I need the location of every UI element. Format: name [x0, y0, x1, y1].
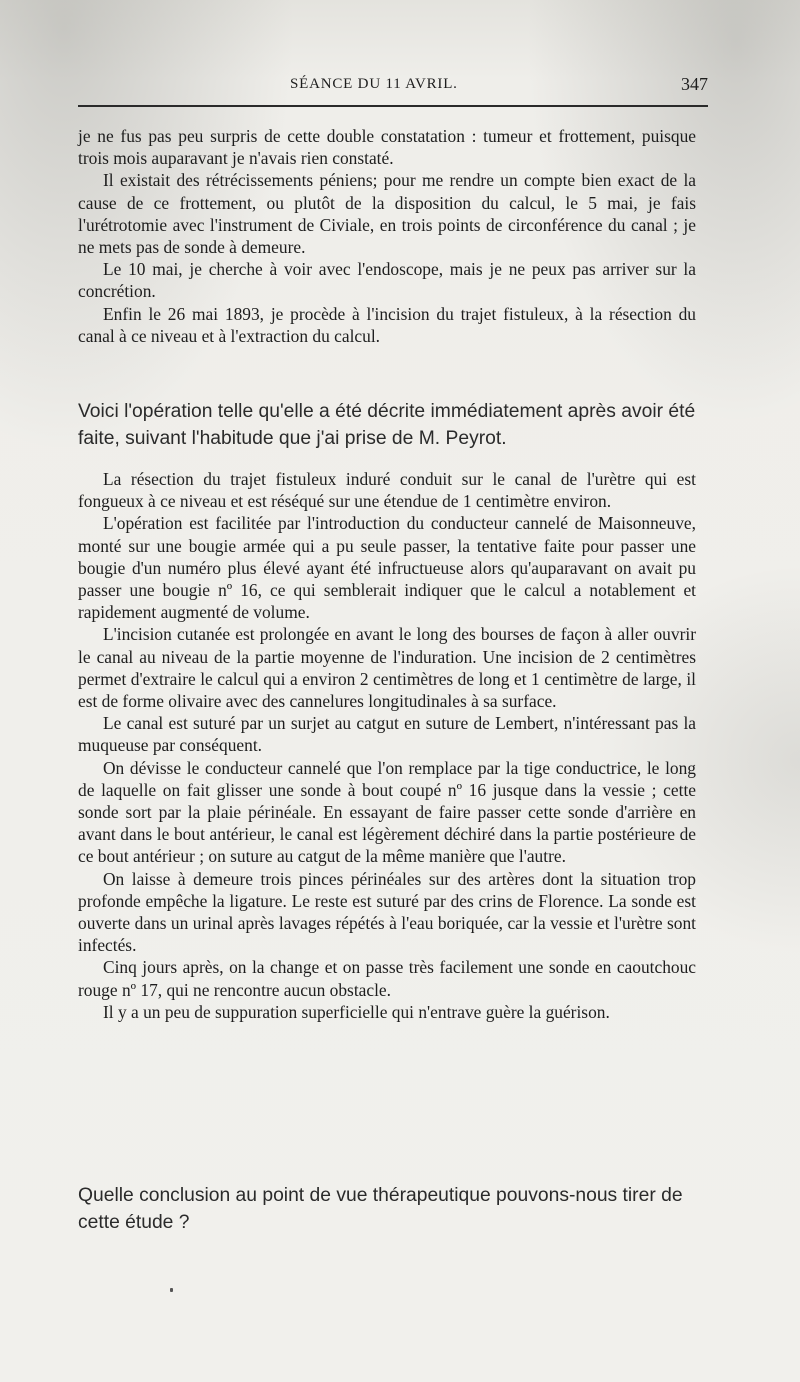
paragraph: Il y a un peu de suppuration superficielle qui n'entrave guère la guérison.	[103, 1001, 610, 1022]
header-rule	[78, 105, 708, 107]
paragraph: On dévisse le conducteur cannelé que l'on remplace par la tige conductrice, le long de laquelle on fait glisser une sonde à bout coupé nº 16 jusque dans la vessie ; cette sonde sort par la plaie périnéale. En essayant de faire passer cette sonde d'arrière en avant dans le bout antérieur, le canal est légèrement déchiré dans la partie postérieure de ce bout antérieur ; on suture au catgut de la même manière que l'autre.	[78, 757, 696, 867]
paragraph: On laisse à demeure trois pinces périnéales sur des artères dont la situation trop profonde empêche la ligature. Le reste est suturé par des crins de Florence. La sonde est ouverte dans un urinal après lavages répétés à l'eau boriquée, car la vessie et l'urètre sont infectés.	[78, 868, 696, 956]
page-number: 347	[681, 74, 708, 94]
paragraph: je ne fus pas peu surpris de cette double constatation : tumeur et frottement, puisque trois mois auparavant je n'avais rien constaté.	[78, 126, 696, 169]
paragraph: Enfin le 26 mai 1893, je procède à l'incision du trajet fistuleux, à la résection du canal à ce niveau et à l'extraction du calcul.	[78, 303, 696, 346]
paragraph: Le 10 mai, je cherche à voir avec l'endoscope, mais je ne peux pas arriver sur la concrétion.	[78, 259, 696, 302]
paragraph: L'incision cutanée est prolongée en avant le long des bourses de façon à aller ouvrir le canal au niveau de la partie moyenne de l'induration. Une incision de 2 centimètres permet d'extraire le calcul qui a environ 2 centimètres de long et 1 centimètre de large, il est de forme olivaire avec des cannelures longitudinales à sa surface.	[78, 624, 696, 712]
ink-speck	[170, 1288, 173, 1292]
running-head	[78, 72, 708, 102]
paragraph: Le canal est suturé par un surjet au catgut en suture de Lembert, n'intéressant pas la muqueuse par conséquent.	[78, 713, 696, 756]
typed-insert-conclusion-question: Quelle conclusion au point de vue thérapeutique pouvons-nous tirer de cette étude ?	[78, 1185, 683, 1233]
running-head-title: SÉANCE DU 11 AVRIL.	[290, 76, 458, 92]
printed-text-bottom	[78, 468, 696, 1023]
paragraph: La résection du trajet fistuleux induré conduit sur le canal de l'urètre qui est fongueux à ce niveau et est réséqué sur une étendue de 1 centimètre environ.	[78, 469, 696, 512]
printed-text-top	[78, 125, 696, 347]
paragraph: Cinq jours après, on la change et on passe très facilement une sonde en caoutchouc rouge nº 17, qui ne rencontre aucun obstacle.	[78, 957, 696, 1000]
paragraph: L'opération est facilitée par l'introduction du conducteur cannelé de Maisonneuve, monté sur une bougie armée qui a pu seule passer, la tentative faite pour passer une bougie d'un numéro plus élevé ayant été infructueuse alors qu'auparavant on avait pu passer une bougie nº 16, ce qui semblerait indiquer que le calcul a notablement et rapidement augmenté de volume.	[78, 513, 696, 623]
paragraph: Il existait des rétrécissements péniens; pour me rendre un compte bien exact de la cause de ce frottement, ou plutôt de la disposition du calcul, le 5 mai, je fais l'urétrotomie avec l'instrument de Civiale, en trois points de circonférence du canal ; je ne mets pas de sonde à demeure.	[78, 170, 696, 258]
typed-insert-operation-intro: Voici l'opération telle qu'elle a été décrite immédiatement après avoir été faite, suivant l'habitude que j'ai prise de M. Peyrot.	[78, 401, 696, 449]
